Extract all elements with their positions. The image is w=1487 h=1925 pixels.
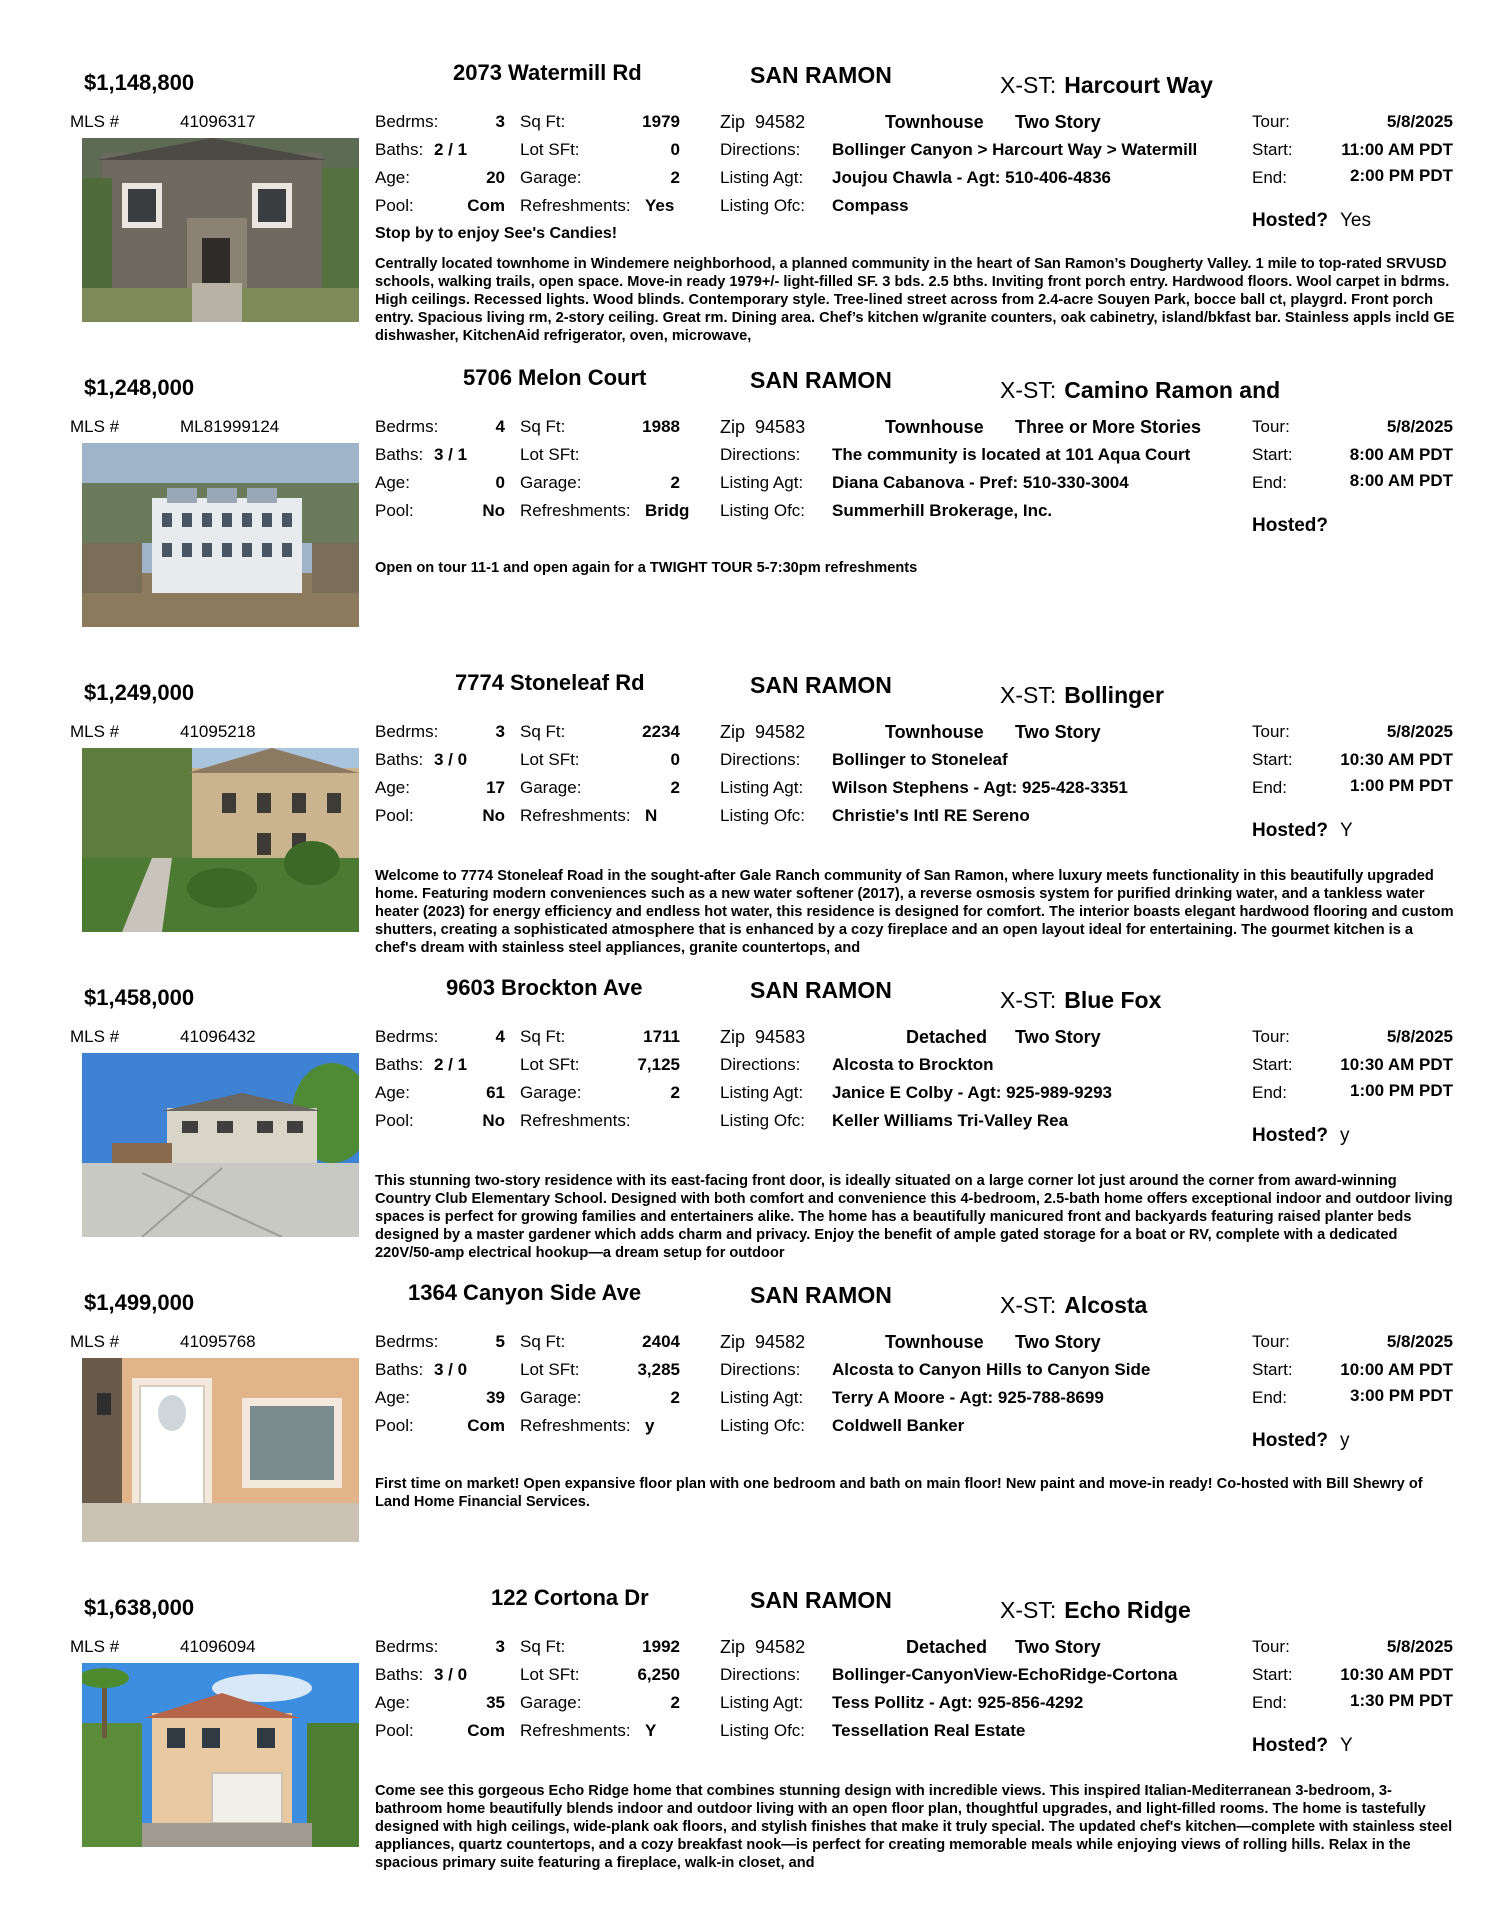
- zip-label: Zip 94582: [720, 1637, 806, 1657]
- mls-number: 41096094: [180, 1637, 256, 1656]
- hosted: Hosted? Y: [1252, 820, 1353, 841]
- remarks: Open on tour 11-1 and open again for a TWIGHT TOUR 5-7:30pm refreshments: [375, 560, 918, 576]
- tour-date: 5/8/2025: [1386, 722, 1453, 741]
- bedrooms-label: Bedrms:: [375, 112, 439, 131]
- zip-label: Zip 94582: [720, 722, 806, 742]
- garage-value: 2: [670, 1083, 680, 1102]
- sqft-label: Sq Ft:: [520, 722, 566, 741]
- start-time: 10:00 AM PDT: [1340, 1360, 1453, 1379]
- start-time: 10:30 AM PDT: [1340, 750, 1453, 769]
- office-value: Tessellation Real Estate: [832, 1721, 1026, 1740]
- property-style: Three or More Stories: [1015, 417, 1202, 437]
- lot-sqft-label: Lot SFt:: [520, 750, 580, 769]
- start-time: 10:30 AM PDT: [1340, 1055, 1453, 1074]
- listing-card: [0, 975, 1487, 1275]
- office-value: Christie's Intl RE Sereno: [832, 806, 1030, 825]
- directions-label: Directions:: [720, 1360, 801, 1379]
- end-label: End:: [1252, 778, 1287, 797]
- mls-number: ML81999124: [180, 417, 280, 436]
- age-label: Age:: [375, 473, 410, 492]
- bedrooms-value: 3: [495, 1637, 505, 1656]
- agent-value: Diana Cabanova - Pref: 510-330-3004: [832, 473, 1129, 492]
- baths-label: Baths:: [375, 140, 424, 159]
- cross-street: X-ST: Echo Ridge: [1000, 1597, 1191, 1623]
- directions-value: Bollinger-CanyonView-EchoRidge-Cortona: [832, 1665, 1178, 1684]
- baths-label: Baths:: [375, 445, 424, 464]
- end-label: End:: [1252, 1693, 1287, 1712]
- hosted: Hosted? y: [1252, 1430, 1350, 1451]
- office-label: Listing Ofc:: [720, 501, 806, 520]
- age-label: Age:: [375, 1083, 410, 1102]
- end-label: End:: [1252, 168, 1287, 187]
- sqft-value: 1979: [642, 112, 680, 131]
- address: 7774 Stoneleaf Rd: [455, 670, 645, 695]
- sqft-value: 1992: [642, 1637, 680, 1656]
- property-style: Two Story: [1015, 1637, 1101, 1657]
- city: SAN RAMON: [750, 1282, 892, 1308]
- bedrooms-value: 4: [495, 417, 505, 436]
- property-style: Two Story: [1015, 112, 1101, 132]
- hosted: Hosted? y: [1252, 1125, 1350, 1146]
- agent-value: Janice E Colby - Agt: 925-989-9293: [832, 1083, 1112, 1102]
- refreshments-label: Refreshments:: [520, 1111, 631, 1130]
- listing-card: [0, 60, 1487, 360]
- pool-value: Com: [467, 1721, 505, 1740]
- age-label: Age:: [375, 1388, 410, 1407]
- end-time: 2:00 PM PDT: [1350, 166, 1453, 185]
- sqft-label: Sq Ft:: [520, 1332, 566, 1351]
- age-value: 35: [486, 1693, 505, 1712]
- zip-value: 94583: [755, 417, 806, 437]
- property-style: Two Story: [1015, 722, 1101, 742]
- start-label: Start:: [1252, 1055, 1293, 1074]
- city: SAN RAMON: [750, 672, 892, 698]
- end-label: End:: [1252, 473, 1287, 492]
- zip-label: Zip 94582: [720, 112, 806, 132]
- tour-label: Tour:: [1252, 112, 1290, 131]
- remarks: Come see this gorgeous Echo Ridge home that combines stunning design with incredible views. This inspired Italian-Mediterranean 3-bedroom, 3-bathroom home beautifully blends indoor and outdoor living with an open floor plan, thoughtful upgrades, and light-filled rooms. The home is tastefully designed with high ceilings, wide-plank oak floors, and stylish finishes that make it truly special. The updated chef's kitchen—complete with stainless steel appliances, quartz countertops, and a cozy breakfast nook—is perfect for creating memorable meals while enjoying views of rolling hills. Relax in the spacious primary suite featuring a fireplace, walk-in closet, and: [375, 1783, 1453, 1871]
- age-value: 61: [486, 1083, 505, 1102]
- end-time: 8:00 AM PDT: [1349, 471, 1453, 490]
- address: 122 Cortona Dr: [491, 1585, 649, 1610]
- refreshments-label: Refreshments:: [520, 196, 631, 215]
- age-value: 39: [486, 1388, 505, 1407]
- sqft-value: 1711: [643, 1027, 680, 1046]
- end-time: 3:00 PM PDT: [1350, 1386, 1453, 1405]
- mls-label: MLS #: [70, 1332, 120, 1351]
- property-type: Townhouse: [885, 417, 984, 437]
- agent-label: Listing Agt:: [720, 1083, 804, 1102]
- sqft-label: Sq Ft:: [520, 1027, 566, 1046]
- property-type: Detached: [906, 1027, 988, 1047]
- hosted: Hosted? Yes: [1252, 210, 1371, 231]
- directions-value: Alcosta to Brockton: [832, 1055, 994, 1074]
- pool-value: No: [482, 501, 505, 520]
- lot-sqft-label: Lot SFt:: [520, 1665, 580, 1684]
- cross-street: X-ST: Harcourt Way: [1000, 72, 1213, 98]
- city: SAN RAMON: [750, 367, 892, 393]
- mls-label: MLS #: [70, 722, 120, 741]
- pool-value: No: [482, 806, 505, 825]
- price: $1,638,000: [84, 1595, 195, 1620]
- start-label: Start:: [1252, 1360, 1293, 1379]
- garage-label: Garage:: [520, 1693, 582, 1712]
- front-door-entry-photo: [82, 1358, 359, 1542]
- tour-label: Tour:: [1252, 722, 1290, 741]
- pool-label: Pool:: [375, 501, 414, 520]
- office-value: Keller Williams Tri-Valley Rea: [832, 1111, 1069, 1130]
- end-time: 1:00 PM PDT: [1350, 1081, 1453, 1100]
- agent-value: Wilson Stephens - Agt: 925-428-3351: [832, 778, 1128, 797]
- refreshments-value: y: [645, 1416, 655, 1435]
- lot-sqft-value: 6,250: [637, 1665, 680, 1684]
- bedrooms-value: 3: [495, 722, 505, 741]
- cross-street: X-ST: Alcosta: [1000, 1292, 1148, 1318]
- address: 5706 Melon Court: [463, 365, 647, 390]
- zip-value: 94582: [755, 722, 806, 742]
- garage-value: 2: [670, 473, 680, 492]
- garage-value: 2: [670, 168, 680, 187]
- mls-number: 41095768: [180, 1332, 256, 1351]
- age-value: 17: [486, 778, 505, 797]
- end-label: End:: [1252, 1388, 1287, 1407]
- directions-label: Directions:: [720, 1055, 801, 1074]
- sqft-value: 1988: [642, 417, 680, 436]
- office-value: Summerhill Brokerage, Inc.: [832, 501, 1053, 520]
- bedrooms-label: Bedrms:: [375, 1332, 439, 1351]
- garage-label: Garage:: [520, 1388, 582, 1407]
- refreshments-value: N: [645, 806, 658, 825]
- office-label: Listing Ofc:: [720, 1111, 806, 1130]
- tour-date: 5/8/2025: [1386, 1027, 1453, 1046]
- cross-street: X-ST: Bollinger: [1000, 682, 1164, 708]
- sqft-label: Sq Ft:: [520, 1637, 566, 1656]
- garage-label: Garage:: [520, 778, 582, 797]
- tour-date: 5/8/2025: [1386, 1637, 1453, 1656]
- mls-number: 41096317: [180, 112, 256, 131]
- start-time: 11:00 AM PDT: [1341, 140, 1453, 159]
- price: $1,249,000: [84, 680, 195, 705]
- mls-label: MLS #: [70, 417, 120, 436]
- agent-label: Listing Agt:: [720, 473, 804, 492]
- cross-street: X-ST: Camino Ramon and: [1000, 377, 1281, 403]
- zip-label: Zip 94583: [720, 417, 806, 437]
- lot-sqft-value: 7,125: [637, 1055, 680, 1074]
- bedrooms-label: Bedrms:: [375, 417, 439, 436]
- lot-sqft-label: Lot SFt:: [520, 445, 580, 464]
- zip-value: 94582: [755, 112, 806, 132]
- mls-number: 41095218: [180, 722, 256, 741]
- remarks: First time on market! Open expansive floor plan with one bedroom and bath on main floor! New paint and move-in ready! Co-hosted with Bill Shewry of Land Home Financial Services.: [375, 1476, 1423, 1510]
- price: $1,499,000: [84, 1290, 195, 1315]
- zip-value: 94582: [755, 1637, 806, 1657]
- garage-label: Garage:: [520, 1083, 582, 1102]
- office-label: Listing Ofc:: [720, 1416, 806, 1435]
- office-label: Listing Ofc:: [720, 196, 806, 215]
- property-type: Townhouse: [885, 112, 984, 132]
- directions-label: Directions:: [720, 140, 801, 159]
- tour-date: 5/8/2025: [1386, 417, 1453, 436]
- refreshments-label: Refreshments:: [520, 1721, 631, 1740]
- office-value: Compass: [832, 196, 909, 215]
- age-value: 20: [486, 168, 505, 187]
- pool-label: Pool:: [375, 806, 414, 825]
- baths-label: Baths:: [375, 1665, 424, 1684]
- start-label: Start:: [1252, 750, 1293, 769]
- start-time: 8:00 AM PDT: [1349, 445, 1453, 464]
- price: $1,458,000: [84, 985, 195, 1010]
- pool-value: No: [482, 1111, 505, 1130]
- remarks: Centrally located townhome in Windemere neighborhood, a planned community in the heart of San Ramon’s Dougherty Valley. 1 mile to top-rated SRVUSD schools, walking trails, open space. Move-in ready 1979+/- light-filled SF. 3 bds. 2.5 bths. Inviting front porch entry. Hardwood floors. Wool carpet in bdrms. High ceilings. Recessed lights. Wood blinds. Contemporary style. Tree-lined street across from 2.4-acre Souyen Park, bocce ball ct, playgrd. Front porch entry. Spacious living rm, 2-story ceiling. Great rm. Dining area. Chef’s kitchen w/granite counters, oak cabinetry, island/bkfast bar. Stainless appls incld GE dishwasher, KitchenAid refrigerator, oven, microwave,: [375, 256, 1455, 344]
- directions-value: Alcosta to Canyon Hills to Canyon Side: [832, 1360, 1151, 1379]
- lot-sqft-value: 0: [670, 140, 680, 159]
- bedrooms-value: 5: [495, 1332, 505, 1351]
- tour-label: Tour:: [1252, 417, 1290, 436]
- zip-label: Zip 94582: [720, 1332, 806, 1352]
- mls-number: 41096432: [180, 1027, 256, 1046]
- property-style: Two Story: [1015, 1332, 1101, 1352]
- baths-value: 3 / 0: [434, 1360, 468, 1379]
- directions-label: Directions:: [720, 750, 801, 769]
- lot-sqft-value: 0: [670, 750, 680, 769]
- garage-label: Garage:: [520, 168, 582, 187]
- bedrooms-value: 3: [495, 112, 505, 131]
- tour-label: Tour:: [1252, 1637, 1290, 1656]
- listing-card: [0, 1280, 1487, 1580]
- address: 1364 Canyon Side Ave: [408, 1280, 642, 1305]
- office-label: Listing Ofc:: [720, 1721, 806, 1740]
- directions-value: Bollinger Canyon > Harcourt Way > Watermill: [832, 140, 1198, 159]
- baths-value: 3 / 0: [434, 1665, 468, 1684]
- baths-label: Baths:: [375, 750, 424, 769]
- baths-value: 3 / 1: [434, 445, 468, 464]
- price: $1,248,000: [84, 375, 195, 400]
- refreshments-value: Y: [645, 1721, 657, 1740]
- property-type: Townhouse: [885, 722, 984, 742]
- baths-value: 2 / 1: [434, 1055, 468, 1074]
- pool-label: Pool:: [375, 1111, 414, 1130]
- mls-label: MLS #: [70, 1027, 120, 1046]
- agent-label: Listing Agt:: [720, 168, 804, 187]
- end-label: End:: [1252, 1083, 1287, 1102]
- end-time: 1:30 PM PDT: [1350, 1691, 1453, 1710]
- mls-label: MLS #: [70, 1637, 120, 1656]
- tour-label: Tour:: [1252, 1332, 1290, 1351]
- listing-card: [0, 670, 1487, 970]
- zip-label: Zip 94583: [720, 1027, 806, 1047]
- tour-label: Tour:: [1252, 1027, 1290, 1046]
- cross-street: X-ST: Blue Fox: [1000, 987, 1162, 1013]
- address: 2073 Watermill Rd: [453, 60, 642, 85]
- garage-label: Garage:: [520, 473, 582, 492]
- directions-value: The community is located at 101 Aqua Court: [832, 445, 1191, 464]
- agent-label: Listing Agt:: [720, 778, 804, 797]
- directions-value: Bollinger to Stoneleaf: [832, 750, 1008, 769]
- office-label: Listing Ofc:: [720, 806, 806, 825]
- pool-value: Com: [467, 1416, 505, 1435]
- lot-sqft-label: Lot SFt:: [520, 1055, 580, 1074]
- bedrooms-value: 4: [495, 1027, 505, 1046]
- hosted: Hosted? Y: [1252, 1735, 1353, 1756]
- age-label: Age:: [375, 168, 410, 187]
- lot-sqft-label: Lot SFt:: [520, 1360, 580, 1379]
- sqft-label: Sq Ft:: [520, 417, 566, 436]
- two-story-house-driveway-photo: [82, 1053, 359, 1237]
- agent-value: Joujou Chawla - Agt: 510-406-4836: [832, 168, 1112, 187]
- directions-label: Directions:: [720, 445, 801, 464]
- townhouse-stone-porch-photo: [82, 138, 359, 322]
- aerial-townhome-complex-photo: [82, 443, 359, 627]
- garage-value: 2: [670, 1693, 680, 1712]
- refreshments-value: Yes: [645, 196, 675, 215]
- agent-value: Tess Pollitz - Agt: 925-856-4292: [832, 1693, 1084, 1712]
- address: 9603 Brockton Ave: [446, 975, 643, 1000]
- listing-card: [0, 365, 1487, 665]
- office-value: Coldwell Banker: [832, 1416, 965, 1435]
- sqft-value: 2404: [642, 1332, 680, 1351]
- mediterranean-home-palms-photo: [82, 1663, 359, 1847]
- start-label: Start:: [1252, 140, 1293, 159]
- property-type: Detached: [906, 1637, 988, 1657]
- price: $1,148,800: [84, 70, 195, 95]
- zip-value: 94582: [755, 1332, 806, 1352]
- refreshments-label: Refreshments:: [520, 1416, 631, 1435]
- pool-label: Pool:: [375, 1721, 414, 1740]
- sidewalk-townhouse-photo: [82, 748, 359, 932]
- city: SAN RAMON: [750, 1587, 892, 1613]
- tour-date: 5/8/2025: [1386, 112, 1453, 131]
- start-label: Start:: [1252, 1665, 1293, 1684]
- pool-value: Com: [467, 196, 505, 215]
- sqft-value: 2234: [642, 722, 680, 741]
- remarks: Welcome to 7774 Stoneleaf Road in the sought-after Gale Ranch community of San Ramon, where luxury meets functionality in this beautifully upgraded home. Featuring modern conveniences such as a new water softener (2017), a reverse osmosis system for purified drinking water, and a tankless water heater (2023) for energy efficiency and endless hot water, this residence is designed for comfort. The interior boasts elegant hardwood flooring and custom shutters, creating a sophisticated atmosphere that is enhanced by a cozy fireplace and an open layout ideal for entertaining. The gourmet kitchen is a chef's dream with stainless steel appliances, granite countertops, and: [375, 868, 1454, 956]
- zip-value: 94583: [755, 1027, 806, 1047]
- sqft-label: Sq Ft:: [520, 112, 566, 131]
- remarks-headline: Stop by to enjoy See's Candies!: [375, 225, 618, 242]
- garage-value: 2: [670, 1388, 680, 1407]
- end-time: 1:00 PM PDT: [1350, 776, 1453, 795]
- property-style: Two Story: [1015, 1027, 1101, 1047]
- baths-value: 2 / 1: [434, 140, 468, 159]
- listing-card: [0, 1585, 1487, 1925]
- agent-value: Terry A Moore - Agt: 925-788-8699: [832, 1388, 1104, 1407]
- age-value: 0: [495, 473, 505, 492]
- city: SAN RAMON: [750, 62, 892, 88]
- garage-value: 2: [670, 778, 680, 797]
- baths-label: Baths:: [375, 1055, 424, 1074]
- age-label: Age:: [375, 1693, 410, 1712]
- bedrooms-label: Bedrms:: [375, 1027, 439, 1046]
- baths-label: Baths:: [375, 1360, 424, 1379]
- refreshments-label: Refreshments:: [520, 501, 631, 520]
- mls-label: MLS #: [70, 112, 120, 131]
- refreshments-value: Bridg: [645, 501, 690, 520]
- start-label: Start:: [1252, 445, 1293, 464]
- refreshments-label: Refreshments:: [520, 806, 631, 825]
- lot-sqft-label: Lot SFt:: [520, 140, 580, 159]
- age-label: Age:: [375, 778, 410, 797]
- directions-label: Directions:: [720, 1665, 801, 1684]
- hosted: Hosted?: [1252, 515, 1328, 536]
- property-type: Townhouse: [885, 1332, 984, 1352]
- bedrooms-label: Bedrms:: [375, 1637, 439, 1656]
- agent-label: Listing Agt:: [720, 1388, 804, 1407]
- start-time: 10:30 AM PDT: [1340, 1665, 1453, 1684]
- remarks: This stunning two-story residence with its east-facing front door, is ideally situated on a large corner lot just around the corner from award-winning Country Club Elementary School. Designed with both comfort and convenience this 4-bedroom, 2.5-bath home offers exceptional indoor and outdoor living spaces is perfect for growing families and entertainers alike. The home has a beautifully manicured front and backyards featuring raised planter beds designed by a master gardener which adds charm and privacy. Enjoy the benefit of ample gated storage for a boat or RV, complete with a dedicated 220V/50-amp electrical hookup—a dream setup for outdoor: [375, 1173, 1453, 1261]
- pool-label: Pool:: [375, 1416, 414, 1435]
- lot-sqft-value: 3,285: [637, 1360, 680, 1379]
- agent-label: Listing Agt:: [720, 1693, 804, 1712]
- bedrooms-label: Bedrms:: [375, 722, 439, 741]
- baths-value: 3 / 0: [434, 750, 468, 769]
- city: SAN RAMON: [750, 977, 892, 1003]
- pool-label: Pool:: [375, 196, 414, 215]
- tour-date: 5/8/2025: [1386, 1332, 1453, 1351]
